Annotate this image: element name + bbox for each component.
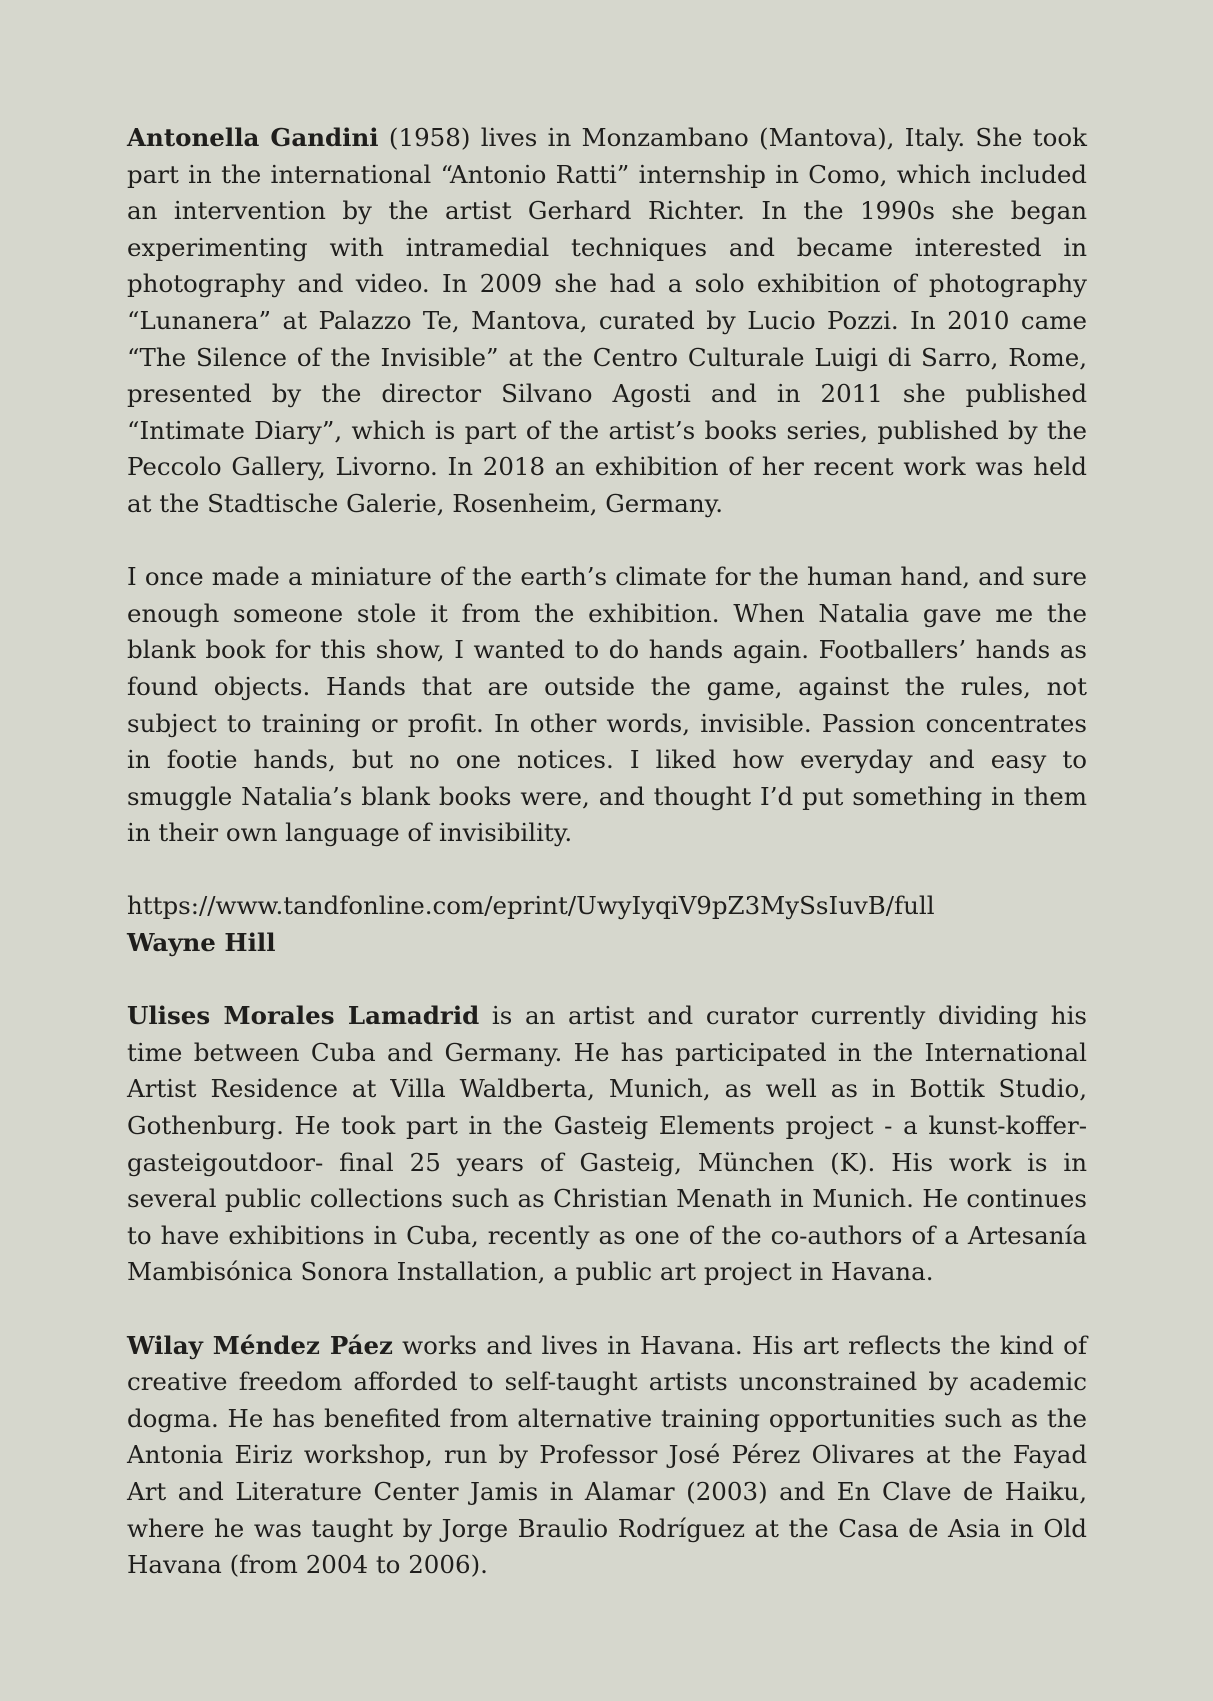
bio-paragraph-mendez — [127, 1328, 1087, 1584]
source-url: https://www.tandfonline.com/eprint/UwyIyqiV9pZ3MySsIuvB/full — [127, 891, 935, 921]
artist-name: Wilay Méndez Páez — [127, 1330, 393, 1360]
bio-paragraph-morales — [127, 998, 1087, 1291]
bio-text: (1958) lives in Monzambano (Mantova), Italy. She took part in the international “Antonio Ratti” internship in Como, which included an intervention by the artist Gerhard Richter. In the 1990s she began experimenting with intramedial techniques and became interested in photography and video. In 2009 she had a solo exhibition of photography “Lunanera” at Palazzo Te, Mantova, curated by Lucio Pozzi. In 2010 came “The Silence of the Invisible” at the Centro Culturale Luigi di Sarro, Rome, presented by the director Silvano Agosti and in 2011 she published “Intimate Diary”, which is part of the artist’s books series, published by the Peccolo Gallery, Livorno. In 2018 an exhibition of her recent work was held at the Stadtische Galerie, Rosenheim, Germany. — [127, 123, 1087, 518]
artist-name: Antonella Gandini — [127, 123, 379, 152]
artist-name: Ulises Morales Lamadrid — [127, 1001, 480, 1031]
bio-paragraph-gandini — [127, 120, 1087, 523]
artist-statement-paragraph — [127, 559, 1087, 852]
bio-text: works and lives in Havana. His art reflects the kind of creative freedom afforded to self-taught artists unconstrained by academic dogma. He has benefited from alternative training opportunities such as the Antonia Eiriz workshop, run by Professor José Pérez Olivares at the Fayad Art and Literature Center Jamis in Alamar (2003) and En Clave de Haiku, where he was taught by Jorge Braulio Rodríguez at the Casa de Asia in Old Havana (from 2004 to 2006). — [127, 1330, 1087, 1580]
source-block — [127, 888, 1087, 961]
bio-text: is an artist and curator currently dividing his time between Cuba and Germany. He has participated in the International Artist Residence at Villa Waldberta, Munich, as well as in Bottik Studio, Gothenburg. He took part in the Gasteig Elements project - a kunst-koffer-gasteigoutdoor- final 25 years of Gasteig, München (K). His work is in several public collections such as Christian Menath in Munich. He continues to have exhibitions in Cuba, recently as one of the co-authors of a Artesanía Mambisónica Sonora Installation, a public art project in Havana. — [127, 1001, 1087, 1287]
source-credit: Wayne Hill — [127, 928, 276, 958]
statement-text: I once made a miniature of the earth’s climate for the human hand, and sure enough someone stole it from the exhibition. When Natalia gave me the blank book for this show, I wanted to do hands again. Footballers’ hands as found objects. Hands that are outside the game, against the rules, not subject to training or profit. In other words, invisible. Passion concentrates in footie hands, but no one notices. I liked how everyday and easy to smuggle Natalia’s blank books were, and thought I’d put something in them in their own language of invisibility. — [127, 562, 1087, 848]
